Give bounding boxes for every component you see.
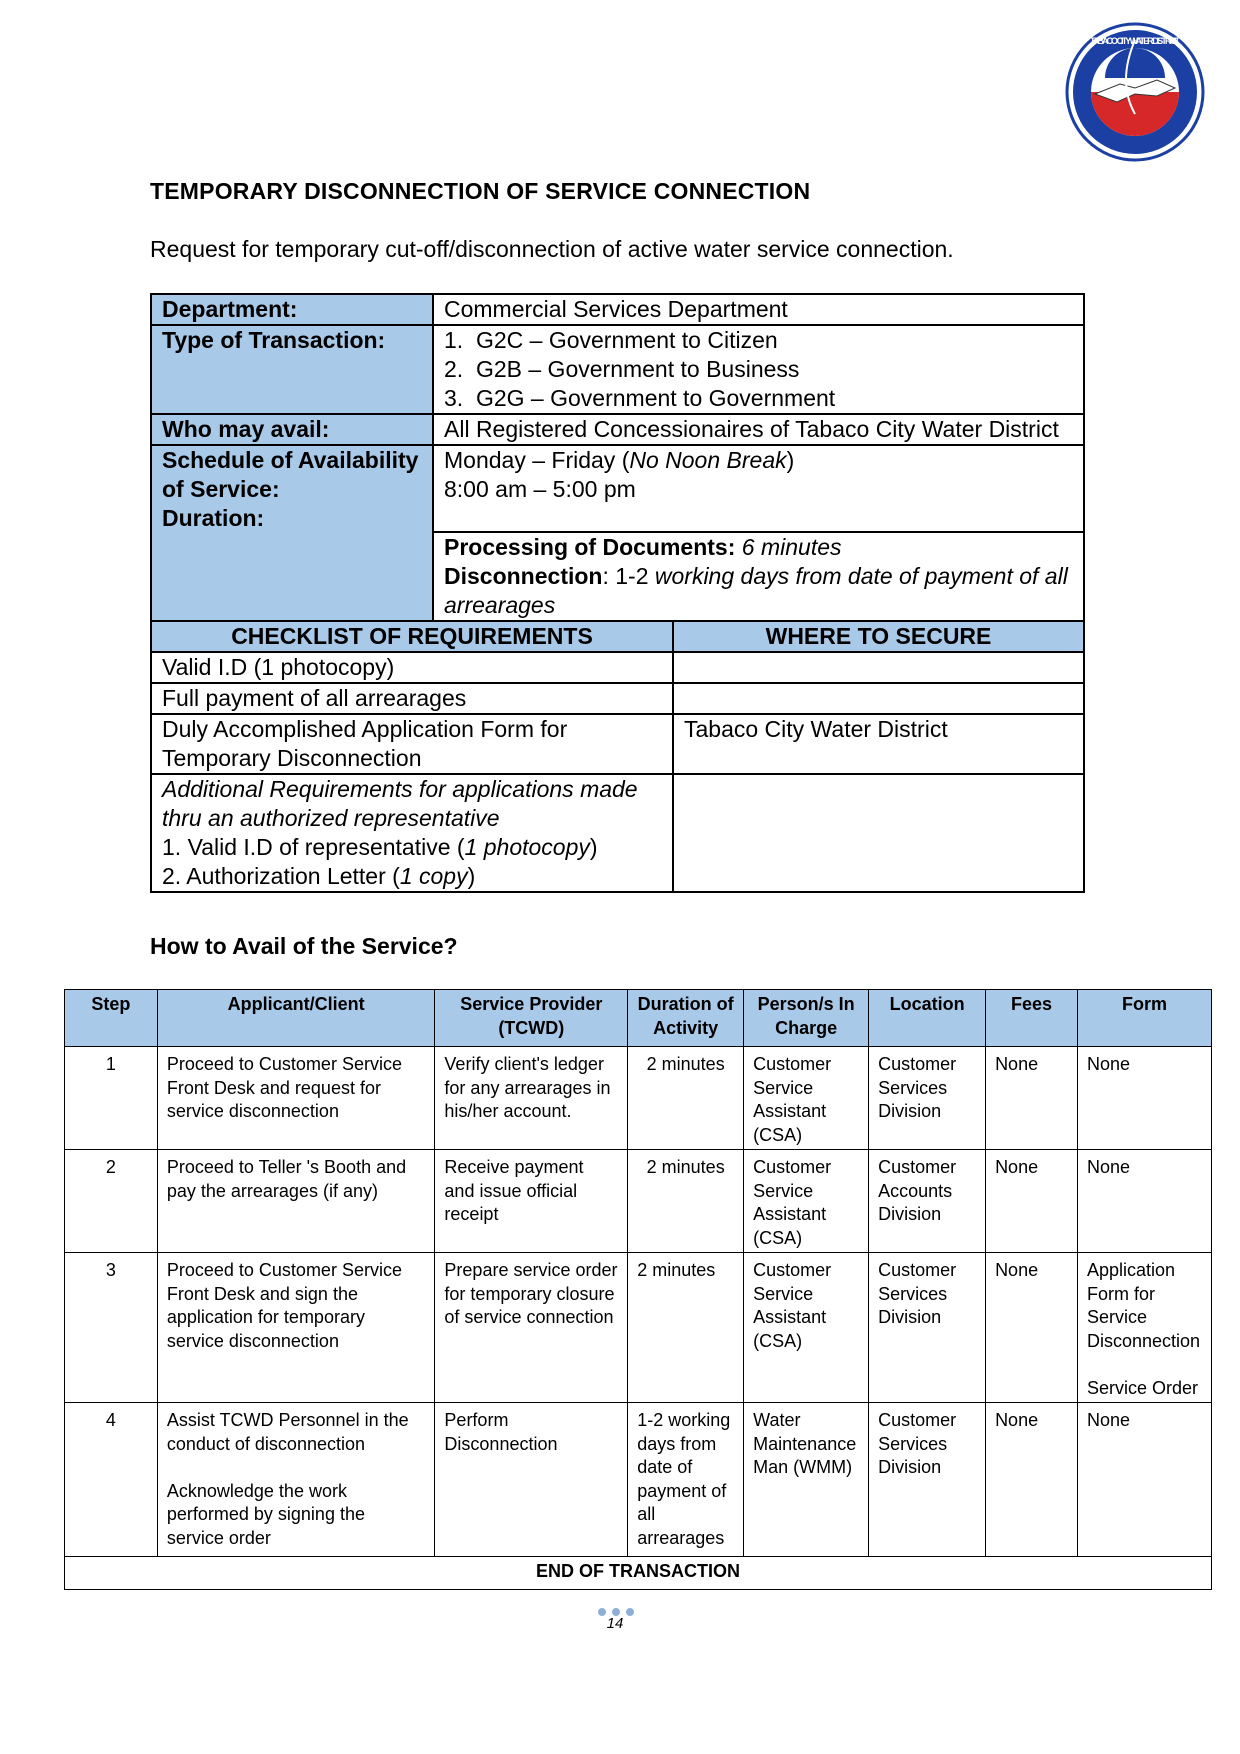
fees: None (986, 1253, 1078, 1403)
who-value: All Registered Concessionaires of Tabaco City Water District (433, 414, 1084, 445)
schedule-days: Monday – Friday ( (444, 447, 630, 473)
duration: 2 minutes (628, 1047, 744, 1150)
applicant-action-cell (157, 1403, 435, 1557)
fees: None (986, 1403, 1078, 1557)
steps-header-row (65, 990, 1212, 1047)
step-number: 1 (65, 1047, 158, 1150)
step-number: 3 (65, 1253, 158, 1403)
logo-ring-text: TABACO CITY WATER DISTRICT (1090, 36, 1180, 46)
person-in-charge: Customer Service Assistant (CSA) (744, 1150, 869, 1253)
additional-item-1: 1. Valid I.D of representative ( (162, 834, 465, 860)
additional-item-1-note: 1 photocopy (464, 834, 590, 860)
duration: 1-2 working days from date of payment of all arrearages (628, 1403, 744, 1557)
additional-item-2-note: 1 copy (399, 863, 468, 889)
duration: 2 minutes (628, 1150, 744, 1253)
fees: None (986, 1047, 1078, 1150)
schedule-hours: 8:00 am – 5:00 pm (444, 476, 636, 502)
additional-item-1-close: ) (589, 834, 598, 860)
schedule-value (433, 445, 1084, 532)
applicant-action: Proceed to Customer Service Front Desk and sign the application for temporary service disconnection (157, 1253, 435, 1403)
requirement-where (673, 652, 1084, 683)
provider-action: Prepare service order for temporary closure of service connection (435, 1253, 628, 1403)
header-step: Step (65, 990, 158, 1047)
person-in-charge: Customer Service Assistant (CSA) (744, 1047, 869, 1150)
type-value (433, 325, 1084, 414)
department-value: Commercial Services Department (433, 294, 1084, 325)
provider-action: Perform Disconnection (435, 1403, 628, 1557)
requirement-where: Tabaco City Water District (673, 714, 1084, 774)
type-item: 2. G2B – Government to Business (444, 356, 800, 382)
form: None (1077, 1150, 1211, 1253)
location: Customer Accounts Division (869, 1150, 986, 1253)
applicant-action: Assist TCWD Personnel in the conduct of disconnection (166, 1410, 409, 1454)
person-in-charge: Customer Service Assistant (CSA) (744, 1253, 869, 1403)
service-description: Request for temporary cut-off/disconnection of active water service connection. (150, 236, 954, 262)
person-in-charge: Water Maintenance Man (WMM) (744, 1403, 869, 1557)
requirement-where (673, 774, 1084, 892)
page-number: 14 (606, 1615, 624, 1632)
table-row (65, 1403, 1212, 1557)
form-cell (1077, 1253, 1211, 1403)
header-provider: Service Provider (TCWD) (435, 990, 628, 1047)
schedule-close: ) (786, 447, 795, 473)
schedule-note: No Noon Break (629, 447, 787, 473)
document-title: TEMPORARY DISCONNECTION OF SERVICE CONNECTION (150, 178, 811, 204)
duration-label: Duration: (162, 505, 265, 531)
disconnection-label: Disconnection (444, 563, 603, 589)
duration: 2 minutes (628, 1253, 744, 1403)
type-label: Type of Transaction: (151, 325, 433, 414)
form: None (1077, 1047, 1211, 1150)
end-of-transaction: END OF TRANSACTION (65, 1557, 1212, 1590)
tcwd-logo (1065, 22, 1205, 162)
requirement-item: Duly Accomplished Application Form for Temporary Disconnection (151, 714, 673, 774)
processing-value: 6 minutes (741, 534, 842, 560)
header-fees: Fees (986, 990, 1078, 1047)
requirement-where (673, 683, 1084, 714)
where-header: WHERE TO SECURE (673, 621, 1084, 652)
additional-item-2-close: ) (467, 863, 476, 889)
end-row (65, 1557, 1212, 1590)
service-info-table (150, 293, 1085, 893)
header-duration: Duration of Activity (628, 990, 744, 1047)
requirement-item: Valid I.D (1 photocopy) (151, 652, 673, 683)
who-label: Who may avail: (151, 414, 433, 445)
applicant-action: Proceed to Teller 's Booth and pay the arrearages (if any) (157, 1150, 435, 1253)
steps-table (64, 989, 1212, 1590)
requirement-item: Full payment of all arrearages (151, 683, 673, 714)
location: Customer Services Division (869, 1403, 986, 1557)
table-row (65, 1047, 1212, 1150)
duration-value (433, 532, 1084, 621)
applicant-action-secondary: Acknowledge the work performed by signing the service order (166, 1480, 365, 1548)
logo-year: 1974 (1122, 139, 1148, 151)
additional-requirements (151, 774, 673, 892)
form-secondary: Service Order (1086, 1377, 1198, 1398)
checklist-header: CHECKLIST OF REQUIREMENTS (151, 621, 673, 652)
type-item: 1. G2C – Government to Citizen (444, 327, 778, 353)
header-location: Location (869, 990, 986, 1047)
provider-action: Verify client's ledger for any arrearages in his/her account. (435, 1047, 628, 1150)
table-row (65, 1150, 1212, 1253)
location: Customer Services Division (869, 1253, 986, 1403)
header-person: Person/s In Charge (744, 990, 869, 1047)
disconnection-prefix: : 1-2 (602, 563, 649, 589)
processing-label: Processing of Documents: (444, 534, 736, 560)
header-applicant: Applicant/Client (157, 990, 435, 1047)
schedule-label: Schedule of Availability of Service: (162, 447, 419, 502)
department-label: Department: (151, 294, 433, 325)
provider-action: Receive payment and issue official receipt (435, 1150, 628, 1253)
location: Customer Services Division (869, 1047, 986, 1150)
fees: None (986, 1150, 1078, 1253)
header-form: Form (1077, 990, 1211, 1047)
additional-title: Additional Requirements for applications made thru an authorized representative (162, 776, 638, 831)
additional-item-2: 2. Authorization Letter ( (162, 863, 400, 889)
type-item: 3. G2G – Government to Government (444, 385, 836, 411)
disconnection-value: working days from date of payment of all arrearages (444, 563, 1068, 618)
table-row (65, 1253, 1212, 1403)
form: None (1077, 1403, 1211, 1557)
schedule-duration-label (151, 445, 433, 621)
how-to-avail-heading: How to Avail of the Service? (150, 933, 458, 959)
step-number: 4 (65, 1403, 158, 1557)
applicant-action: Proceed to Customer Service Front Desk and request for service disconnection (157, 1047, 435, 1150)
step-number: 2 (65, 1150, 158, 1253)
form: Application Form for Service Disconnection (1086, 1260, 1201, 1351)
